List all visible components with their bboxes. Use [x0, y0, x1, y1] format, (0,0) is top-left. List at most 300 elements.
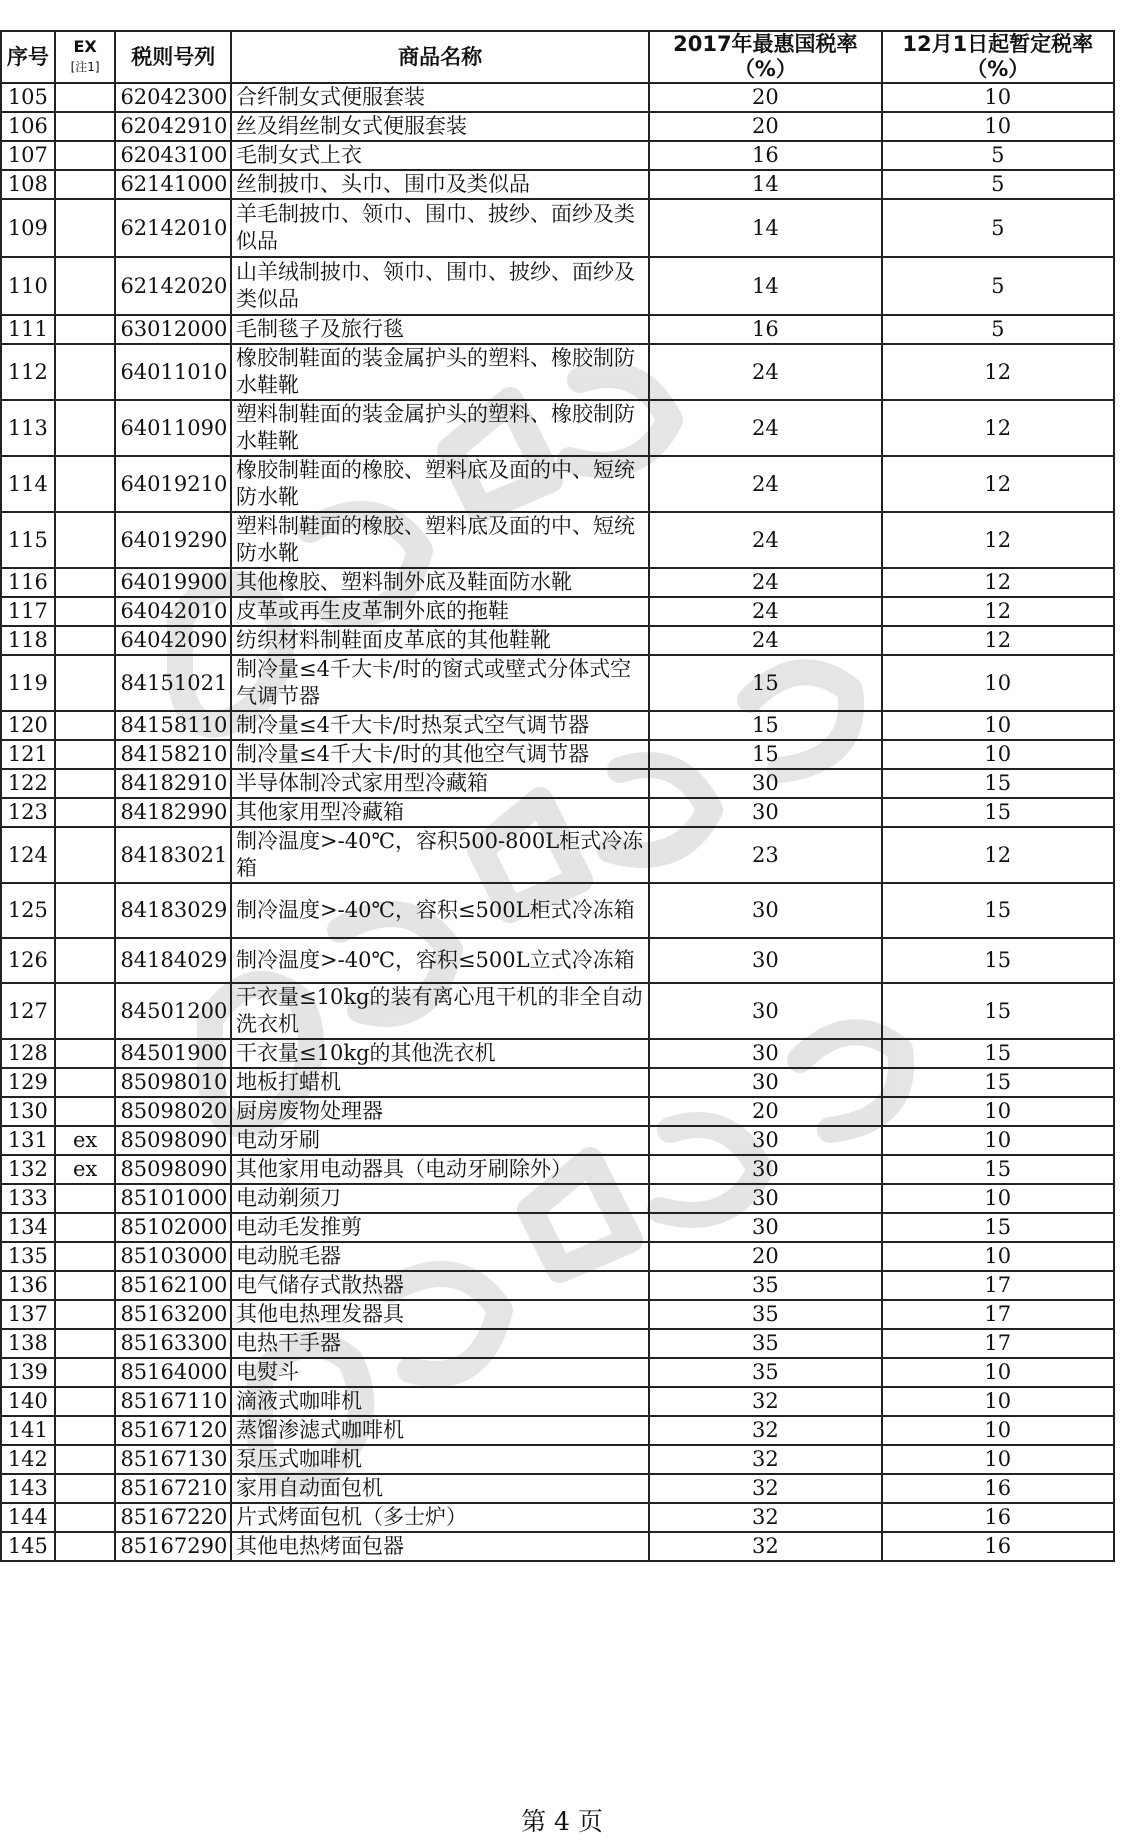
- row-rate-provisional: 10: [882, 740, 1114, 769]
- row-rate-2017: 24: [649, 400, 881, 456]
- row-rate-2017: 15: [649, 655, 881, 711]
- row-rate-2017: 32: [649, 1387, 881, 1416]
- row-ex: [55, 626, 116, 655]
- row-seq: 127: [1, 983, 55, 1039]
- row-name: 毛制毯子及旅行毯: [231, 315, 649, 344]
- row-ex: [55, 597, 116, 626]
- row-rate-provisional: 15: [882, 883, 1114, 938]
- table-row: [1, 1213, 1114, 1242]
- table-row: [1, 1242, 1114, 1271]
- row-name: 地板打蜡机: [231, 1068, 649, 1097]
- table-row: [1, 400, 1114, 456]
- row-rate-2017: 32: [649, 1474, 881, 1503]
- row-name: 干衣量≤10kg的装有离心甩干机的非全自动洗衣机: [231, 983, 649, 1039]
- row-code: 63012000: [115, 315, 231, 344]
- row-name: 其他家用电动器具（电动牙刷除外）: [231, 1155, 649, 1184]
- table-row: [1, 1300, 1114, 1329]
- row-ex: [55, 315, 116, 344]
- row-rate-2017: 32: [649, 1416, 881, 1445]
- table-row: [1, 456, 1114, 512]
- row-code: 84151021: [115, 655, 231, 711]
- row-rate-provisional: 15: [882, 938, 1114, 983]
- row-ex: ex: [55, 1155, 116, 1184]
- row-code: 64042010: [115, 597, 231, 626]
- row-code: 64019290: [115, 512, 231, 568]
- row-ex: [55, 1416, 116, 1445]
- row-rate-provisional: 10: [882, 1387, 1114, 1416]
- table-row: [1, 112, 1114, 141]
- table-row: [1, 1474, 1114, 1503]
- header-code: 税则号列: [115, 31, 231, 83]
- row-rate-provisional: 12: [882, 568, 1114, 597]
- row-rate-2017: 20: [649, 1097, 881, 1126]
- row-ex: [55, 769, 116, 798]
- row-code: 85098010: [115, 1068, 231, 1097]
- row-rate-provisional: 12: [882, 400, 1114, 456]
- row-ex: [55, 827, 116, 883]
- row-code: 84158110: [115, 711, 231, 740]
- row-ex: [55, 655, 116, 711]
- row-name: 电动毛发推剪: [231, 1213, 649, 1242]
- row-name: 滴液式咖啡机: [231, 1387, 649, 1416]
- row-code: 84158210: [115, 740, 231, 769]
- table-row: [1, 1184, 1114, 1213]
- row-rate-2017: 30: [649, 883, 881, 938]
- row-seq: 121: [1, 740, 55, 769]
- table-row: [1, 1155, 1114, 1184]
- row-seq: 118: [1, 626, 55, 655]
- row-code: 85164000: [115, 1358, 231, 1387]
- table-row: [1, 170, 1114, 199]
- row-rate-2017: 14: [649, 199, 881, 257]
- table-row: [1, 1068, 1114, 1097]
- header-rate-provisional: [882, 31, 1114, 83]
- row-seq: 131: [1, 1126, 55, 1155]
- row-rate-provisional: 5: [882, 315, 1114, 344]
- row-rate-2017: 30: [649, 769, 881, 798]
- row-seq: 141: [1, 1416, 55, 1445]
- row-name: 制冷量≤4千大卡/时的其他空气调节器: [231, 740, 649, 769]
- row-seq: 116: [1, 568, 55, 597]
- row-code: 85163200: [115, 1300, 231, 1329]
- row-name: 半导体制冷式家用型冷藏箱: [231, 769, 649, 798]
- row-rate-provisional: 17: [882, 1329, 1114, 1358]
- row-code: 85167220: [115, 1503, 231, 1532]
- row-name: 片式烤面包机（多士炉）: [231, 1503, 649, 1532]
- row-name: 家用自动面包机: [231, 1474, 649, 1503]
- row-rate-provisional: 10: [882, 112, 1114, 141]
- row-name: 山羊绒制披巾、领巾、围巾、披纱、面纱及类似品: [231, 257, 649, 315]
- row-name: 电气储存式散热器: [231, 1271, 649, 1300]
- row-rate-2017: 15: [649, 740, 881, 769]
- row-rate-provisional: 10: [882, 711, 1114, 740]
- row-code: 85163300: [115, 1329, 231, 1358]
- row-name: 皮革或再生皮革制外底的拖鞋: [231, 597, 649, 626]
- row-seq: 132: [1, 1155, 55, 1184]
- table-row: [1, 1387, 1114, 1416]
- row-seq: 137: [1, 1300, 55, 1329]
- row-name: 干衣量≤10kg的其他洗衣机: [231, 1039, 649, 1068]
- header-rate-provisional-label: 12月1日起暂定税率: [902, 32, 1094, 56]
- row-code: 84501900: [115, 1039, 231, 1068]
- table-row: [1, 1358, 1114, 1387]
- row-rate-provisional: 5: [882, 170, 1114, 199]
- table-row: [1, 83, 1114, 112]
- row-rate-provisional: 10: [882, 1184, 1114, 1213]
- row-code: 64019900: [115, 568, 231, 597]
- row-rate-2017: 35: [649, 1358, 881, 1387]
- row-ex: [55, 1445, 116, 1474]
- row-name: 塑料制鞋面的橡胶、塑料底及面的中、短统防水靴: [231, 512, 649, 568]
- row-rate-provisional: 10: [882, 655, 1114, 711]
- row-seq: 135: [1, 1242, 55, 1271]
- row-name: 制冷温度>-40℃，容积≤500L立式冷冻箱: [231, 938, 649, 983]
- row-code: 85167120: [115, 1416, 231, 1445]
- row-seq: 139: [1, 1358, 55, 1387]
- table-row: [1, 655, 1114, 711]
- row-rate-2017: 20: [649, 83, 881, 112]
- row-code: 85098090: [115, 1126, 231, 1155]
- row-seq: 144: [1, 1503, 55, 1532]
- table-row: [1, 1416, 1114, 1445]
- row-code: 85162100: [115, 1271, 231, 1300]
- row-name: 电熨斗: [231, 1358, 649, 1387]
- row-code: 62142020: [115, 257, 231, 315]
- row-rate-2017: 30: [649, 1068, 881, 1097]
- table-row: [1, 257, 1114, 315]
- row-ex: [55, 1068, 116, 1097]
- row-rate-2017: 24: [649, 456, 881, 512]
- row-ex: [55, 1532, 116, 1561]
- table-row: [1, 344, 1114, 400]
- row-rate-2017: 24: [649, 344, 881, 400]
- row-name: 橡胶制鞋面的装金属护头的塑料、橡胶制防水鞋靴: [231, 344, 649, 400]
- row-code: 84182990: [115, 798, 231, 827]
- table-row: [1, 1097, 1114, 1126]
- table-row: [1, 1503, 1114, 1532]
- row-rate-2017: 30: [649, 1126, 881, 1155]
- row-ex: [55, 938, 116, 983]
- row-rate-provisional: 15: [882, 983, 1114, 1039]
- tariff-table: [0, 30, 1115, 1562]
- table-row: [1, 740, 1114, 769]
- row-seq: 106: [1, 112, 55, 141]
- row-name: 橡胶制鞋面的橡胶、塑料底及面的中、短统防水靴: [231, 456, 649, 512]
- row-code: 62141000: [115, 170, 231, 199]
- row-seq: 140: [1, 1387, 55, 1416]
- row-code: 64042090: [115, 626, 231, 655]
- row-rate-2017: 30: [649, 1213, 881, 1242]
- row-code: 85167210: [115, 1474, 231, 1503]
- row-code: 64019210: [115, 456, 231, 512]
- row-seq: 143: [1, 1474, 55, 1503]
- header-ex-note: [注1]: [70, 60, 100, 74]
- row-ex: [55, 798, 116, 827]
- row-ex: [55, 983, 116, 1039]
- table-header-row: [1, 31, 1114, 83]
- row-rate-provisional: 15: [882, 798, 1114, 827]
- table-row: [1, 711, 1114, 740]
- row-ex: [55, 1503, 116, 1532]
- row-name: 其他电热烤面包器: [231, 1532, 649, 1561]
- row-name: 羊毛制披巾、领巾、围巾、披纱、面纱及类似品: [231, 199, 649, 257]
- row-code: 84183021: [115, 827, 231, 883]
- table-row: [1, 769, 1114, 798]
- row-rate-provisional: 10: [882, 1445, 1114, 1474]
- table-row: [1, 938, 1114, 983]
- row-name: 制冷量≤4千大卡/时的窗式或壁式分体式空气调节器: [231, 655, 649, 711]
- row-rate-2017: 20: [649, 112, 881, 141]
- row-seq: 142: [1, 1445, 55, 1474]
- header-rate-2017-label: 2017年最惠国税率: [673, 32, 858, 56]
- row-rate-provisional: 10: [882, 1126, 1114, 1155]
- row-name: 其他橡胶、塑料制外底及鞋面防水靴: [231, 568, 649, 597]
- row-code: 64011090: [115, 400, 231, 456]
- row-rate-2017: 35: [649, 1271, 881, 1300]
- row-rate-provisional: 17: [882, 1271, 1114, 1300]
- row-seq: 115: [1, 512, 55, 568]
- table-row: [1, 199, 1114, 257]
- row-rate-provisional: 15: [882, 1068, 1114, 1097]
- row-rate-2017: 30: [649, 798, 881, 827]
- row-seq: 133: [1, 1184, 55, 1213]
- row-name: 制冷量≤4千大卡/时热泵式空气调节器: [231, 711, 649, 740]
- row-rate-2017: 24: [649, 597, 881, 626]
- row-seq: 123: [1, 798, 55, 827]
- row-code: 85167110: [115, 1387, 231, 1416]
- row-name: 电动剃须刀: [231, 1184, 649, 1213]
- row-rate-2017: 30: [649, 1039, 881, 1068]
- row-rate-provisional: 12: [882, 344, 1114, 400]
- row-ex: [55, 141, 116, 170]
- row-rate-provisional: 12: [882, 626, 1114, 655]
- row-name: 塑料制鞋面的装金属护头的塑料、橡胶制防水鞋靴: [231, 400, 649, 456]
- row-ex: [55, 1387, 116, 1416]
- row-seq: 107: [1, 141, 55, 170]
- row-ex: [55, 883, 116, 938]
- row-seq: 124: [1, 827, 55, 883]
- row-rate-provisional: 5: [882, 257, 1114, 315]
- header-rate-2017: [649, 31, 881, 83]
- row-name: 蒸馏渗滤式咖啡机: [231, 1416, 649, 1445]
- table-row: [1, 626, 1114, 655]
- row-seq: 130: [1, 1097, 55, 1126]
- row-seq: 122: [1, 769, 55, 798]
- row-name: 厨房废物处理器: [231, 1097, 649, 1126]
- row-ex: [55, 456, 116, 512]
- table-row: [1, 1039, 1114, 1068]
- row-seq: 119: [1, 655, 55, 711]
- row-ex: [55, 740, 116, 769]
- row-rate-provisional: 10: [882, 1097, 1114, 1126]
- table-row: [1, 883, 1114, 938]
- row-ex: [55, 1242, 116, 1271]
- row-ex: [55, 1097, 116, 1126]
- row-code: 85098020: [115, 1097, 231, 1126]
- row-name: 丝制披巾、头巾、围巾及类似品: [231, 170, 649, 199]
- row-seq: 125: [1, 883, 55, 938]
- table-row: [1, 568, 1114, 597]
- row-rate-2017: 35: [649, 1300, 881, 1329]
- row-rate-2017: 23: [649, 827, 881, 883]
- table-row: [1, 512, 1114, 568]
- row-rate-2017: 32: [649, 1445, 881, 1474]
- row-seq: 126: [1, 938, 55, 983]
- row-ex: [55, 257, 116, 315]
- row-name: 其他电热理发器具: [231, 1300, 649, 1329]
- row-rate-2017: 30: [649, 938, 881, 983]
- row-name: 电动脱毛器: [231, 1242, 649, 1271]
- row-name: 泵压式咖啡机: [231, 1445, 649, 1474]
- row-rate-provisional: 12: [882, 597, 1114, 626]
- row-rate-2017: 15: [649, 711, 881, 740]
- header-ex: [55, 31, 116, 83]
- table-row: [1, 1532, 1114, 1561]
- row-name: 制冷温度>-40℃，容积500-800L柜式冷冻箱: [231, 827, 649, 883]
- page-number: 第 4 页: [521, 1807, 603, 1836]
- row-rate-2017: 24: [649, 568, 881, 597]
- row-name: 其他家用型冷藏箱: [231, 798, 649, 827]
- row-rate-provisional: 12: [882, 827, 1114, 883]
- row-seq: 136: [1, 1271, 55, 1300]
- table-row: [1, 315, 1114, 344]
- row-seq: 120: [1, 711, 55, 740]
- row-code: 84182910: [115, 769, 231, 798]
- row-rate-2017: 24: [649, 626, 881, 655]
- row-code: 84183029: [115, 883, 231, 938]
- row-code: 62043100: [115, 141, 231, 170]
- row-code: 85103000: [115, 1242, 231, 1271]
- table-row: [1, 1329, 1114, 1358]
- header-name: 商品名称: [231, 31, 649, 83]
- row-code: 62142010: [115, 199, 231, 257]
- row-code: 64011010: [115, 344, 231, 400]
- row-rate-2017: 32: [649, 1503, 881, 1532]
- row-seq: 138: [1, 1329, 55, 1358]
- table-row: [1, 983, 1114, 1039]
- table-row: [1, 798, 1114, 827]
- row-rate-provisional: 12: [882, 456, 1114, 512]
- table-row: [1, 1126, 1114, 1155]
- row-seq: 113: [1, 400, 55, 456]
- row-rate-provisional: 10: [882, 1358, 1114, 1387]
- row-ex: [55, 1329, 116, 1358]
- row-rate-2017: 32: [649, 1532, 881, 1561]
- row-rate-provisional: 5: [882, 141, 1114, 170]
- row-rate-provisional: 15: [882, 1155, 1114, 1184]
- row-code: 62042300: [115, 83, 231, 112]
- row-ex: [55, 512, 116, 568]
- row-rate-provisional: 10: [882, 1416, 1114, 1445]
- row-rate-provisional: 16: [882, 1474, 1114, 1503]
- table-row: [1, 597, 1114, 626]
- row-ex: [55, 1039, 116, 1068]
- row-seq: 112: [1, 344, 55, 400]
- row-rate-provisional: 10: [882, 1242, 1114, 1271]
- row-seq: 145: [1, 1532, 55, 1561]
- row-ex: [55, 1213, 116, 1242]
- row-ex: [55, 83, 116, 112]
- row-name: 电动牙刷: [231, 1126, 649, 1155]
- row-rate-2017: 20: [649, 1242, 881, 1271]
- row-code: 85167130: [115, 1445, 231, 1474]
- row-ex: [55, 711, 116, 740]
- row-code: 84501200: [115, 983, 231, 1039]
- row-seq: 117: [1, 597, 55, 626]
- row-rate-2017: 30: [649, 1184, 881, 1213]
- row-seq: 129: [1, 1068, 55, 1097]
- row-name: 纺织材料制鞋面皮革底的其他鞋靴: [231, 626, 649, 655]
- row-rate-provisional: 12: [882, 512, 1114, 568]
- row-rate-2017: 16: [649, 141, 881, 170]
- table-row: [1, 1445, 1114, 1474]
- row-seq: 105: [1, 83, 55, 112]
- row-name: 电热干手器: [231, 1329, 649, 1358]
- row-rate-provisional: 15: [882, 1213, 1114, 1242]
- row-rate-provisional: 17: [882, 1300, 1114, 1329]
- row-ex: [55, 344, 116, 400]
- row-ex: [55, 1271, 116, 1300]
- row-seq: 108: [1, 170, 55, 199]
- row-ex: [55, 568, 116, 597]
- row-seq: 134: [1, 1213, 55, 1242]
- row-seq: 111: [1, 315, 55, 344]
- row-seq: 114: [1, 456, 55, 512]
- row-ex: [55, 1474, 116, 1503]
- row-rate-provisional: 16: [882, 1503, 1114, 1532]
- header-seq: 序号: [1, 31, 55, 83]
- row-ex: [55, 1300, 116, 1329]
- row-name: 丝及绢丝制女式便服套装: [231, 112, 649, 141]
- row-seq: 128: [1, 1039, 55, 1068]
- row-code: 84184029: [115, 938, 231, 983]
- row-rate-2017: 16: [649, 315, 881, 344]
- row-rate-2017: 30: [649, 983, 881, 1039]
- row-name: 合纤制女式便服套装: [231, 83, 649, 112]
- header-rate-provisional-unit: （%）: [966, 57, 1030, 81]
- header-ex-label: EX: [73, 37, 97, 56]
- row-rate-2017: 30: [649, 1155, 881, 1184]
- table-row: [1, 827, 1114, 883]
- row-rate-2017: 35: [649, 1329, 881, 1358]
- row-code: 62042910: [115, 112, 231, 141]
- row-code: 85098090: [115, 1155, 231, 1184]
- row-rate-provisional: 16: [882, 1532, 1114, 1561]
- row-rate-2017: 14: [649, 170, 881, 199]
- row-code: 85101000: [115, 1184, 231, 1213]
- row-ex: ex: [55, 1126, 116, 1155]
- row-code: 85102000: [115, 1213, 231, 1242]
- row-ex: [55, 400, 116, 456]
- row-seq: 109: [1, 199, 55, 257]
- row-name: 毛制女式上衣: [231, 141, 649, 170]
- row-code: 85167290: [115, 1532, 231, 1561]
- row-rate-2017: 24: [649, 512, 881, 568]
- row-rate-provisional: 5: [882, 199, 1114, 257]
- row-ex: [55, 1358, 116, 1387]
- row-ex: [55, 199, 116, 257]
- row-seq: 110: [1, 257, 55, 315]
- row-rate-provisional: 15: [882, 1039, 1114, 1068]
- row-name: 制冷温度>-40℃，容积≤500L柜式冷冻箱: [231, 883, 649, 938]
- row-rate-provisional: 10: [882, 83, 1114, 112]
- row-rate-2017: 14: [649, 257, 881, 315]
- row-ex: [55, 170, 116, 199]
- header-rate-2017-unit: （%）: [733, 57, 797, 81]
- row-rate-provisional: 15: [882, 769, 1114, 798]
- table-row: [1, 1271, 1114, 1300]
- row-ex: [55, 1184, 116, 1213]
